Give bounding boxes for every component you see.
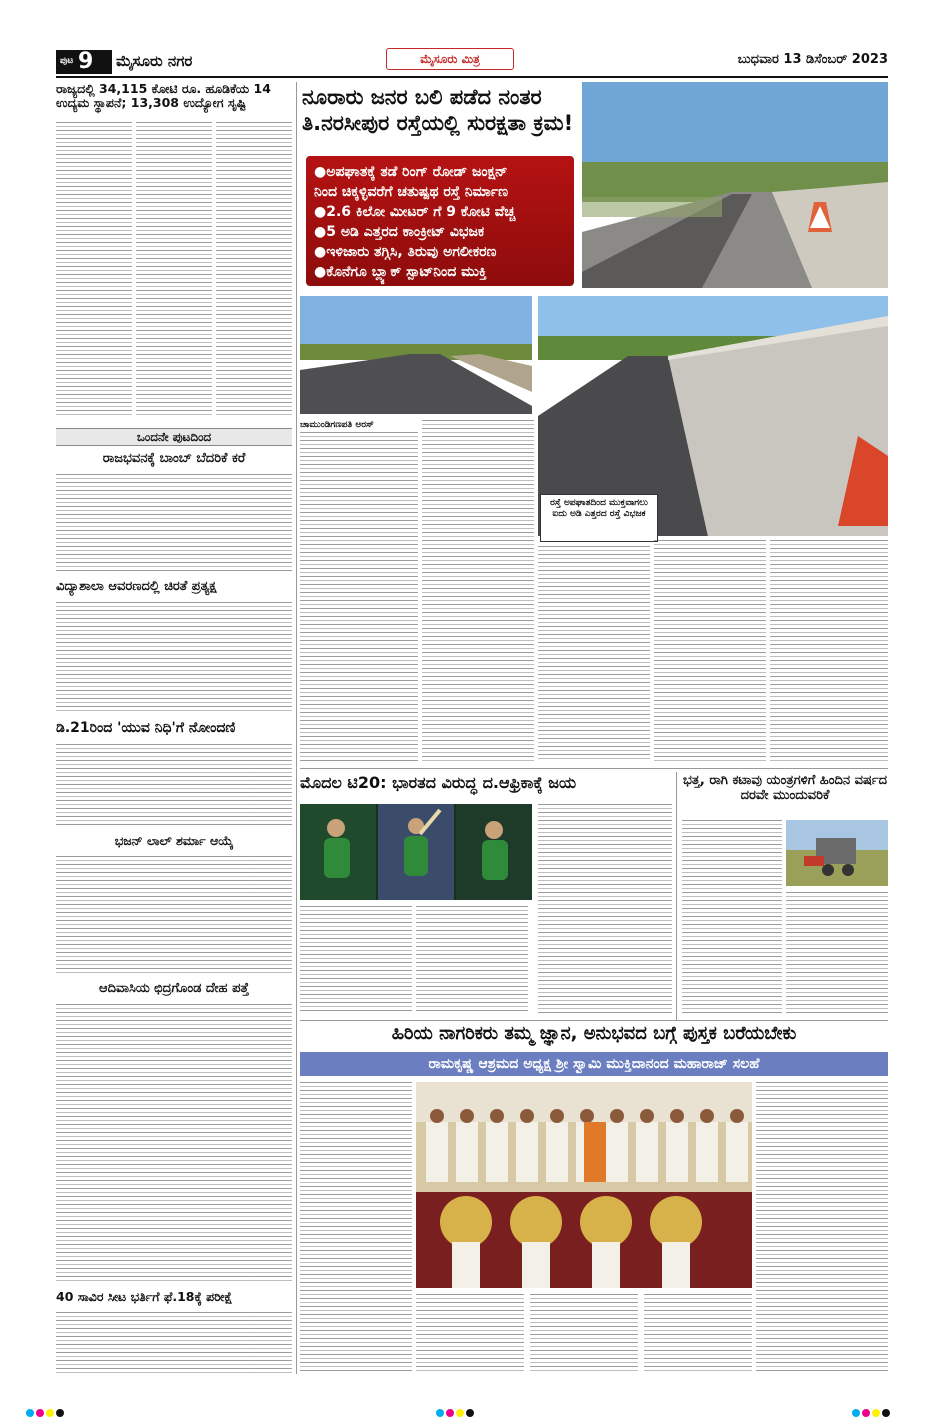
magenta-mark <box>446 1409 454 1417</box>
story-headline-bhajanlal: ಭಜನ್ ಲಾಲ್ ಶರ್ಮಾ ಆಯ್ಕೆ <box>114 833 234 848</box>
magenta-mark <box>36 1409 44 1417</box>
story-headline-tribal-body: ಆದಿವಾಸಿಯ ಛಿದ್ರಗೊಂಡ ದೇಹ ಪತ್ತೆ <box>99 981 249 996</box>
bullet-item: ●ಇಳಿಜಾರು ತಗ್ಗಿಸಿ, ತಿರುವು ಅಗಲೀಕರಣ <box>314 244 497 260</box>
lead-body <box>300 432 418 762</box>
lead-byline: ಚಾಮುಂಡಿಗಣಪತಿ ಅರಸ್ <box>300 420 374 430</box>
road-photo-illustration <box>582 82 888 288</box>
black-mark <box>56 1409 64 1417</box>
black-mark <box>882 1409 890 1417</box>
bottom-body <box>756 1082 888 1374</box>
harvester-photo <box>786 820 888 886</box>
paper-logo: ಮೈಸೂರು ಮಿತ್ರ <box>386 48 514 70</box>
cricket-body <box>416 906 528 1014</box>
bottom-body <box>530 1294 638 1374</box>
magenta-mark <box>862 1409 870 1417</box>
bottom-body <box>300 1082 412 1374</box>
registration-marks-right <box>852 1402 892 1421</box>
harvester-photo-illustration <box>786 820 888 886</box>
story-body <box>56 744 292 828</box>
bullet-item: ನಿಂದ ಚಿಕ್ಕಳ್ಳಿವರೆಗೆ ಚತುಷ್ಪಥ ರಸ್ತೆ ನಿರ್ಮಾಣ <box>314 184 509 200</box>
ceremony-photo <box>416 1082 752 1288</box>
page-number-box <box>56 50 112 74</box>
yellow-mark <box>872 1409 880 1417</box>
bullet-item: ●2.6 ಕಿಲೋ ಮೀಟರ್ ಗೆ 9 ಕೋಟಿ ವೆಚ್ಚ <box>314 204 516 220</box>
lead-body <box>538 546 650 762</box>
yellow-mark <box>456 1409 464 1417</box>
bottom-body <box>644 1294 752 1374</box>
cricket-photo-illustration <box>300 804 532 900</box>
story-body <box>136 122 212 418</box>
section-divider <box>300 1020 888 1021</box>
bullet-item: ●5 ಅಡಿ ಎತ್ತರದ ಕಾಂಕ್ರೀಟ್ ವಿಭಜಕ <box>314 224 485 240</box>
cyan-mark <box>852 1409 860 1417</box>
lead-body <box>770 540 888 762</box>
lead-headline-line1: ನೂರಾರು ಜನರ ಬಲಿ ಪಡೆದ ನಂತರ <box>302 85 542 109</box>
story-body <box>56 602 292 712</box>
story-body <box>56 122 132 418</box>
section-divider <box>300 768 888 769</box>
paddy-headline: ಭತ್ತ, ರಾಗಿ ಕಟಾವು ಯಂತ್ರಗಳಿಗೆ ಹಿಂದಿನ ವರ್ಷದ ದರವೇ ಮುಂದುವರಿಕೆ <box>683 773 887 803</box>
registration-marks-left <box>26 1402 66 1421</box>
photo-caption: ರಸ್ತೆ ಅಪಘಾತದಿಂದ ಮುಕ್ತವಾಗಲು ಐದು ಅಡಿ ಎತ್ತರದ ರಸ್ತೆ ವಿಭಜಕ <box>540 494 658 542</box>
black-mark <box>466 1409 474 1417</box>
story-headline-leopard: ವಿದ್ಯಾಶಾಲಾ ಆವರಣದಲ್ಲಿ ಚಿರತೆ ಪ್ರತ್ಯಕ್ಷ <box>56 579 217 594</box>
cricket-body <box>300 906 412 1014</box>
story-headline-exam: 40 ಸಾವಿರ ಸೀಟ ಭರ್ತಿಗೆ ಫೆ.18ಕ್ಕೆ ಪರೀಕ್ಷೆ <box>56 1289 233 1304</box>
column-divider <box>676 772 677 1020</box>
lead-headline <box>302 84 602 137</box>
paddy-body <box>786 892 888 1014</box>
section-title: ಮೈಸೂರು ನಗರ <box>116 52 193 70</box>
bullet-item: ●ಕೊನೆಗೂ ಬ್ಲ್ಯಾಕ್ ಸ್ಪಾಟ್‌ನಿಂದ ಮುಕ್ತಿ <box>314 264 487 280</box>
lead-body <box>654 540 766 762</box>
ceremony-photo-illustration <box>416 1082 752 1288</box>
cyan-mark <box>26 1409 34 1417</box>
bullet-item: ●ಅಪಘಾತಕ್ಕೆ ತಡೆ ರಿಂಗ್ ರೋಡ್ ಜಂಕ್ಷನ್ <box>314 164 508 180</box>
story-body <box>216 122 292 418</box>
column-divider <box>296 82 297 1374</box>
lead-body <box>422 420 534 762</box>
bottom-body <box>416 1294 524 1374</box>
lead-photo-road <box>582 82 888 288</box>
page-number: 9 <box>78 49 94 74</box>
story-headline-investment: ರಾಜ್ಯದಲ್ಲಿ 34,115 ಕೋಟಿ ರೂ. ಹೂಡಿಕೆಯ 14 ಉದ್ಯಮ ಸ್ಥಾಪನೆ; 13,308 ಉದ್ಯೋಗ ಸೃಷ್ಟಿ <box>56 81 271 111</box>
story-body <box>56 856 292 976</box>
cricket-headline: ಮೊದಲ ಟಿ20: ಭಾರತದ ವಿರುದ್ಧ ದ.ಆಫ್ರಿಕಾಕ್ಕೆ ಜಯ <box>300 773 577 792</box>
lead-bullet-box <box>306 156 574 286</box>
paddy-body <box>682 820 782 1014</box>
page-label: ಪುಟ <box>60 56 74 66</box>
cyan-mark <box>436 1409 444 1417</box>
lead-headline-line2: ತಿ.ನರಸೀಪುರ ರಸ್ತೆಯಲ್ಲಿ ಸುರಕ್ಷತಾ ಕ್ರಮ! <box>302 111 574 136</box>
lead-photo-highway <box>300 296 532 414</box>
cricket-body <box>538 804 672 1014</box>
story-headline-bomb-threat: ರಾಜಭವನಕ್ಕೆ ಬಾಂಬ್ ಬೆದರಿಕೆ ಕರೆ <box>102 451 246 466</box>
bottom-subheadline: ರಾಮಕೃಷ್ಣ ಆಶ್ರಮದ ಅಧ್ಯಕ್ಷ ಶ್ರೀ ಸ್ವಾಮಿ ಮುಕ್ತಿದಾನಂದ ಮಹಾರಾಜ್ ಸಲಹೆ <box>300 1052 888 1076</box>
header-rule <box>56 76 888 78</box>
yellow-mark <box>46 1409 54 1417</box>
story-headline-yuva-nidhi: ಡಿ.21ರಿಂದ 'ಯುವ ನಿಧಿ'ಗೆ ನೋಂದಣಿ <box>56 720 236 736</box>
cricket-photo <box>300 804 532 900</box>
continued-strip: ಒಂದನೇ ಪುಟದಿಂದ <box>56 428 292 446</box>
registration-marks-center <box>436 1402 476 1421</box>
story-body <box>56 1312 292 1374</box>
issue-date: ಬುಧವಾರ 13 ಡಿಸೆಂಬರ್ 2023 <box>737 52 888 67</box>
story-body <box>56 1004 292 1284</box>
highway-photo-illustration <box>300 296 532 414</box>
story-body <box>56 474 292 574</box>
bottom-headline: ಹಿರಿಯ ನಾಗರಿಕರು ತಮ್ಮ ಜ್ಞಾನ, ಅನುಭವದ ಬಗ್ಗೆ ಪುಸ್ತಕ ಬರೆಯಬೇಕು <box>391 1023 797 1044</box>
